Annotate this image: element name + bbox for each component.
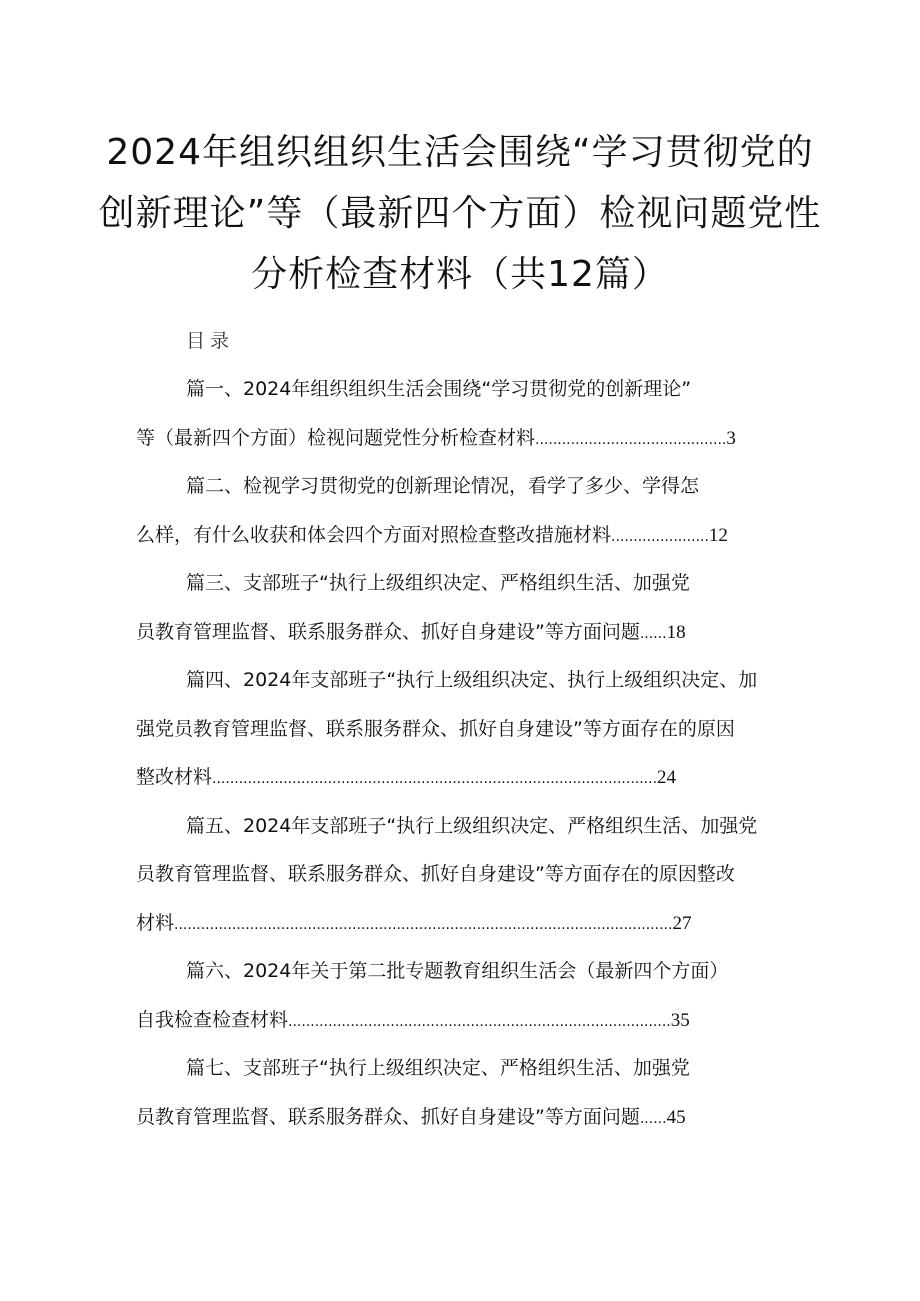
dot-leader: .................................................................................................... bbox=[212, 771, 658, 787]
toc-entry-last-line bbox=[136, 753, 796, 802]
toc-page-number: 3 bbox=[726, 427, 736, 449]
dot-leader: ................................................................................................................ bbox=[174, 916, 673, 933]
dot-leader: ........................................... bbox=[535, 431, 727, 448]
toc-entry-text: 么样，有什么收获和体会四个方面对照检查整改措施材料 bbox=[136, 523, 612, 546]
toc-entry-text: 自我检查检查材料 bbox=[136, 1008, 289, 1031]
toc-entry-text: 篇二、检视学习贯彻党的创新理论情况，看学了多少、学得怎 bbox=[186, 475, 700, 497]
toc-entry-text: 篇四、2024年支部班子“执行上级组织决定、执行上级组织决定、加 bbox=[186, 669, 758, 691]
toc-entry[interactable] bbox=[136, 1044, 796, 1141]
dot-leader: ...... bbox=[639, 1110, 667, 1127]
toc-entry[interactable] bbox=[136, 462, 796, 559]
toc-page-number: 27 bbox=[672, 912, 692, 934]
title-line-1: 2024年组织组织生活会围绕“学习贯彻党的 bbox=[106, 132, 814, 173]
toc-entry-last-line bbox=[136, 511, 796, 560]
toc-entry[interactable] bbox=[136, 947, 796, 1044]
toc-entry-text: 篇五、2024年支部班子“执行上级组织决定、严格组织生活、加强党 bbox=[186, 814, 758, 837]
toc-page-number: 18 bbox=[666, 621, 686, 643]
toc-page-number: 12 bbox=[708, 524, 728, 546]
toc-entry-text: 篇三、支部班子“执行上级组织决定、严格组织生活、加强党 bbox=[186, 572, 690, 594]
title-line-3: 分析检查材料（共12篇） bbox=[251, 254, 669, 295]
document-title bbox=[0, 122, 920, 305]
toc-page-number: 45 bbox=[666, 1106, 686, 1128]
dot-leader: ...... bbox=[639, 625, 667, 642]
toc-entry[interactable] bbox=[136, 802, 796, 948]
table-of-contents bbox=[136, 365, 796, 1141]
toc-entry[interactable] bbox=[136, 656, 796, 802]
toc-heading: 目录 bbox=[186, 330, 235, 352]
toc-entry-text: 员教育管理监督、联系服务群众、抓好自身建设”等方面问题 bbox=[136, 620, 640, 643]
toc-entry-text: 篇七、支部班子“执行上级组织决定、严格组织生活、加强党 bbox=[186, 1057, 690, 1079]
toc-entry[interactable] bbox=[136, 365, 796, 462]
toc-entry-text: 员教育管理监督、联系服务群众、抓好自身建设”等方面问题 bbox=[136, 1105, 640, 1128]
toc-entry-last-line bbox=[136, 899, 796, 948]
toc-entry-text: 材料 bbox=[136, 911, 175, 934]
toc-entry-text: 强党员教育管理监督、联系服务群众、抓好自身建设”等方面存在的原因 bbox=[136, 717, 735, 740]
toc-entry-last-line bbox=[136, 1093, 796, 1142]
toc-entry[interactable] bbox=[136, 559, 796, 656]
toc-entry-text: 篇六、2024年关于第二批专题教育组织生活会（最新四个方面） bbox=[186, 960, 729, 982]
toc-entry-last-line bbox=[136, 608, 796, 657]
toc-entry-last-line bbox=[136, 414, 796, 463]
dot-leader: ...................... bbox=[611, 528, 709, 545]
toc-page-number: 35 bbox=[670, 1009, 690, 1031]
title-line-2: 创新理论”等（最新四个方面）检视问题党性 bbox=[98, 193, 822, 234]
toc-page-number: 24 bbox=[657, 767, 677, 788]
toc-entry-text: 整改材料 bbox=[136, 766, 213, 788]
toc-entry-text: 员教育管理监督、联系服务群众、抓好自身建设”等方面存在的原因整改 bbox=[136, 863, 735, 885]
toc-entry-last-line bbox=[136, 996, 796, 1045]
toc-entry-text: 篇一、2024年组织组织生活会围绕“学习贯彻党的创新理论” bbox=[186, 378, 692, 400]
toc-entry-text: 等（最新四个方面）检视问题党性分析检查材料 bbox=[136, 426, 536, 449]
dot-leader: ...................................................................................... bbox=[288, 1013, 671, 1030]
